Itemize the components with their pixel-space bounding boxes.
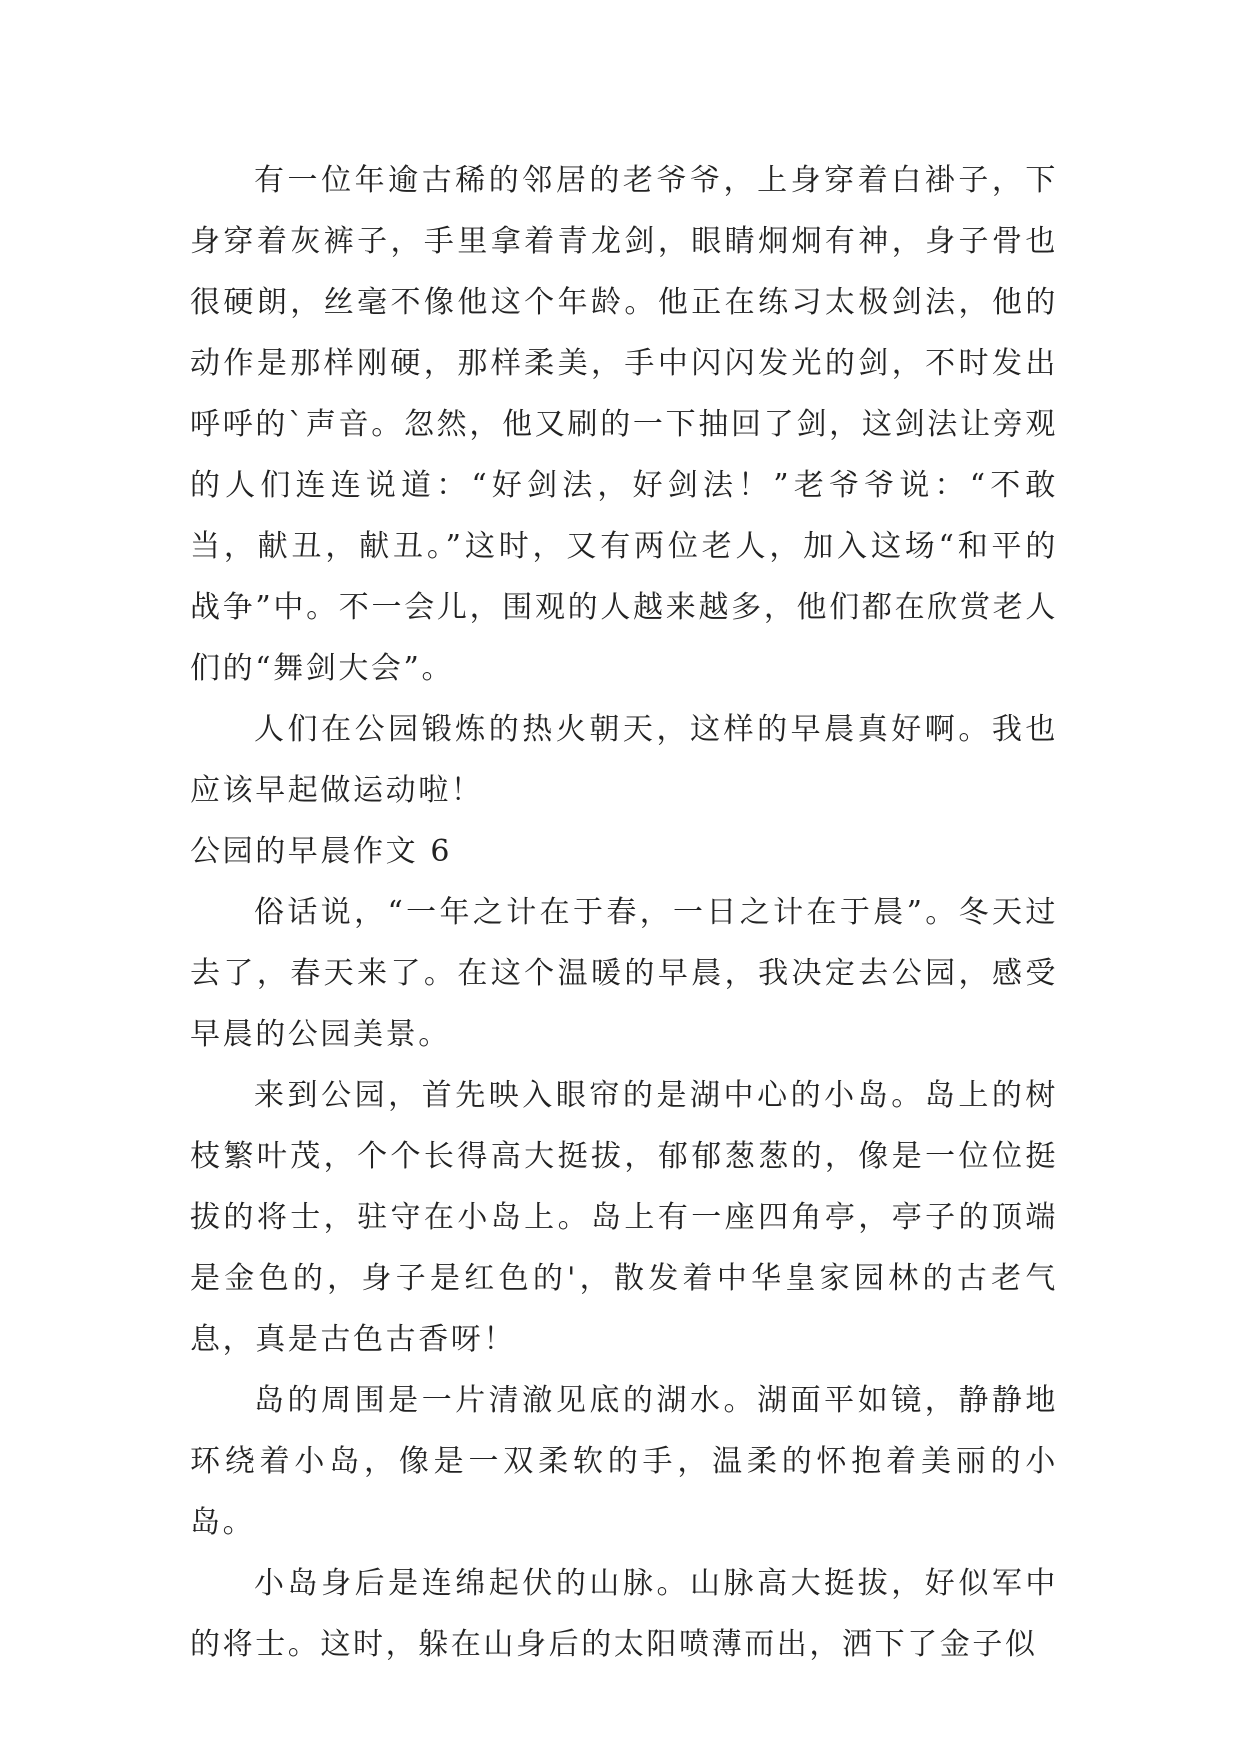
paragraph-island: 来到公园，首先映入眼帘的是湖中心的小岛。岛上的树枝繁叶茂，个个长得高大挺拔，郁郁葱葱的，像是一位位挺拔的将士，驻守在小岛上。岛上有一座四角亭，亭子的顶端是金色的，身子是红色的'，散发着中华皇家园林的古老气息，真是古色古香呀！ — [190, 1078, 1058, 1357]
paragraph-sword-practice: 有一位年逾古稀的邻居的老爷爷，上身穿着白褂子，下身穿着灰裤子，手里拿着青龙剑，眼睛炯炯有神，身子骨也很硬朗，丝毫不像他这个年龄。他正在练习太极剑法，他的动作是那样刚硬，那样柔美，手中闪闪发光的剑，不时发出呼呼的`声音。忽然，他又刷的一下抽回了剑，这剑法让旁观的人们连连说道：“好剑法，好剑法！”老爷爷说：“不敢当，献丑，献丑。”这时，又有两位老人，加入这场“和平的战争”中。不一会儿，围观的人越来越多，他们都在欣赏老人们的“舞剑大会”。 — [190, 163, 1058, 686]
paragraph-proverb: 俗话说，“一年之计在于春，一日之计在于晨”。冬天过去了，春天来了。在这个温暖的早晨，我决定去公园，感受早晨的公园美景。 — [190, 895, 1058, 1052]
essay-heading: 公园的早晨作文 6 — [190, 834, 453, 869]
paragraph-morning-exercise: 人们在公园锻炼的热火朝天，这样的早晨真好啊。我也应该早起做运动啦！ — [190, 712, 1058, 808]
paragraph-mountains: 小岛身后是连绵起伏的山脉。山脉高大挺拔，好似军中的将士。这时，躲在山身后的太阳喷薄而出，洒下了金子似 — [190, 1566, 1058, 1662]
document-body — [190, 150, 1058, 1675]
paragraph-lake: 岛的周围是一片清澈见底的湖水。湖面平如镜，静静地环绕着小岛，像是一双柔软的手，温柔的怀抱着美丽的小岛。 — [190, 1383, 1058, 1540]
